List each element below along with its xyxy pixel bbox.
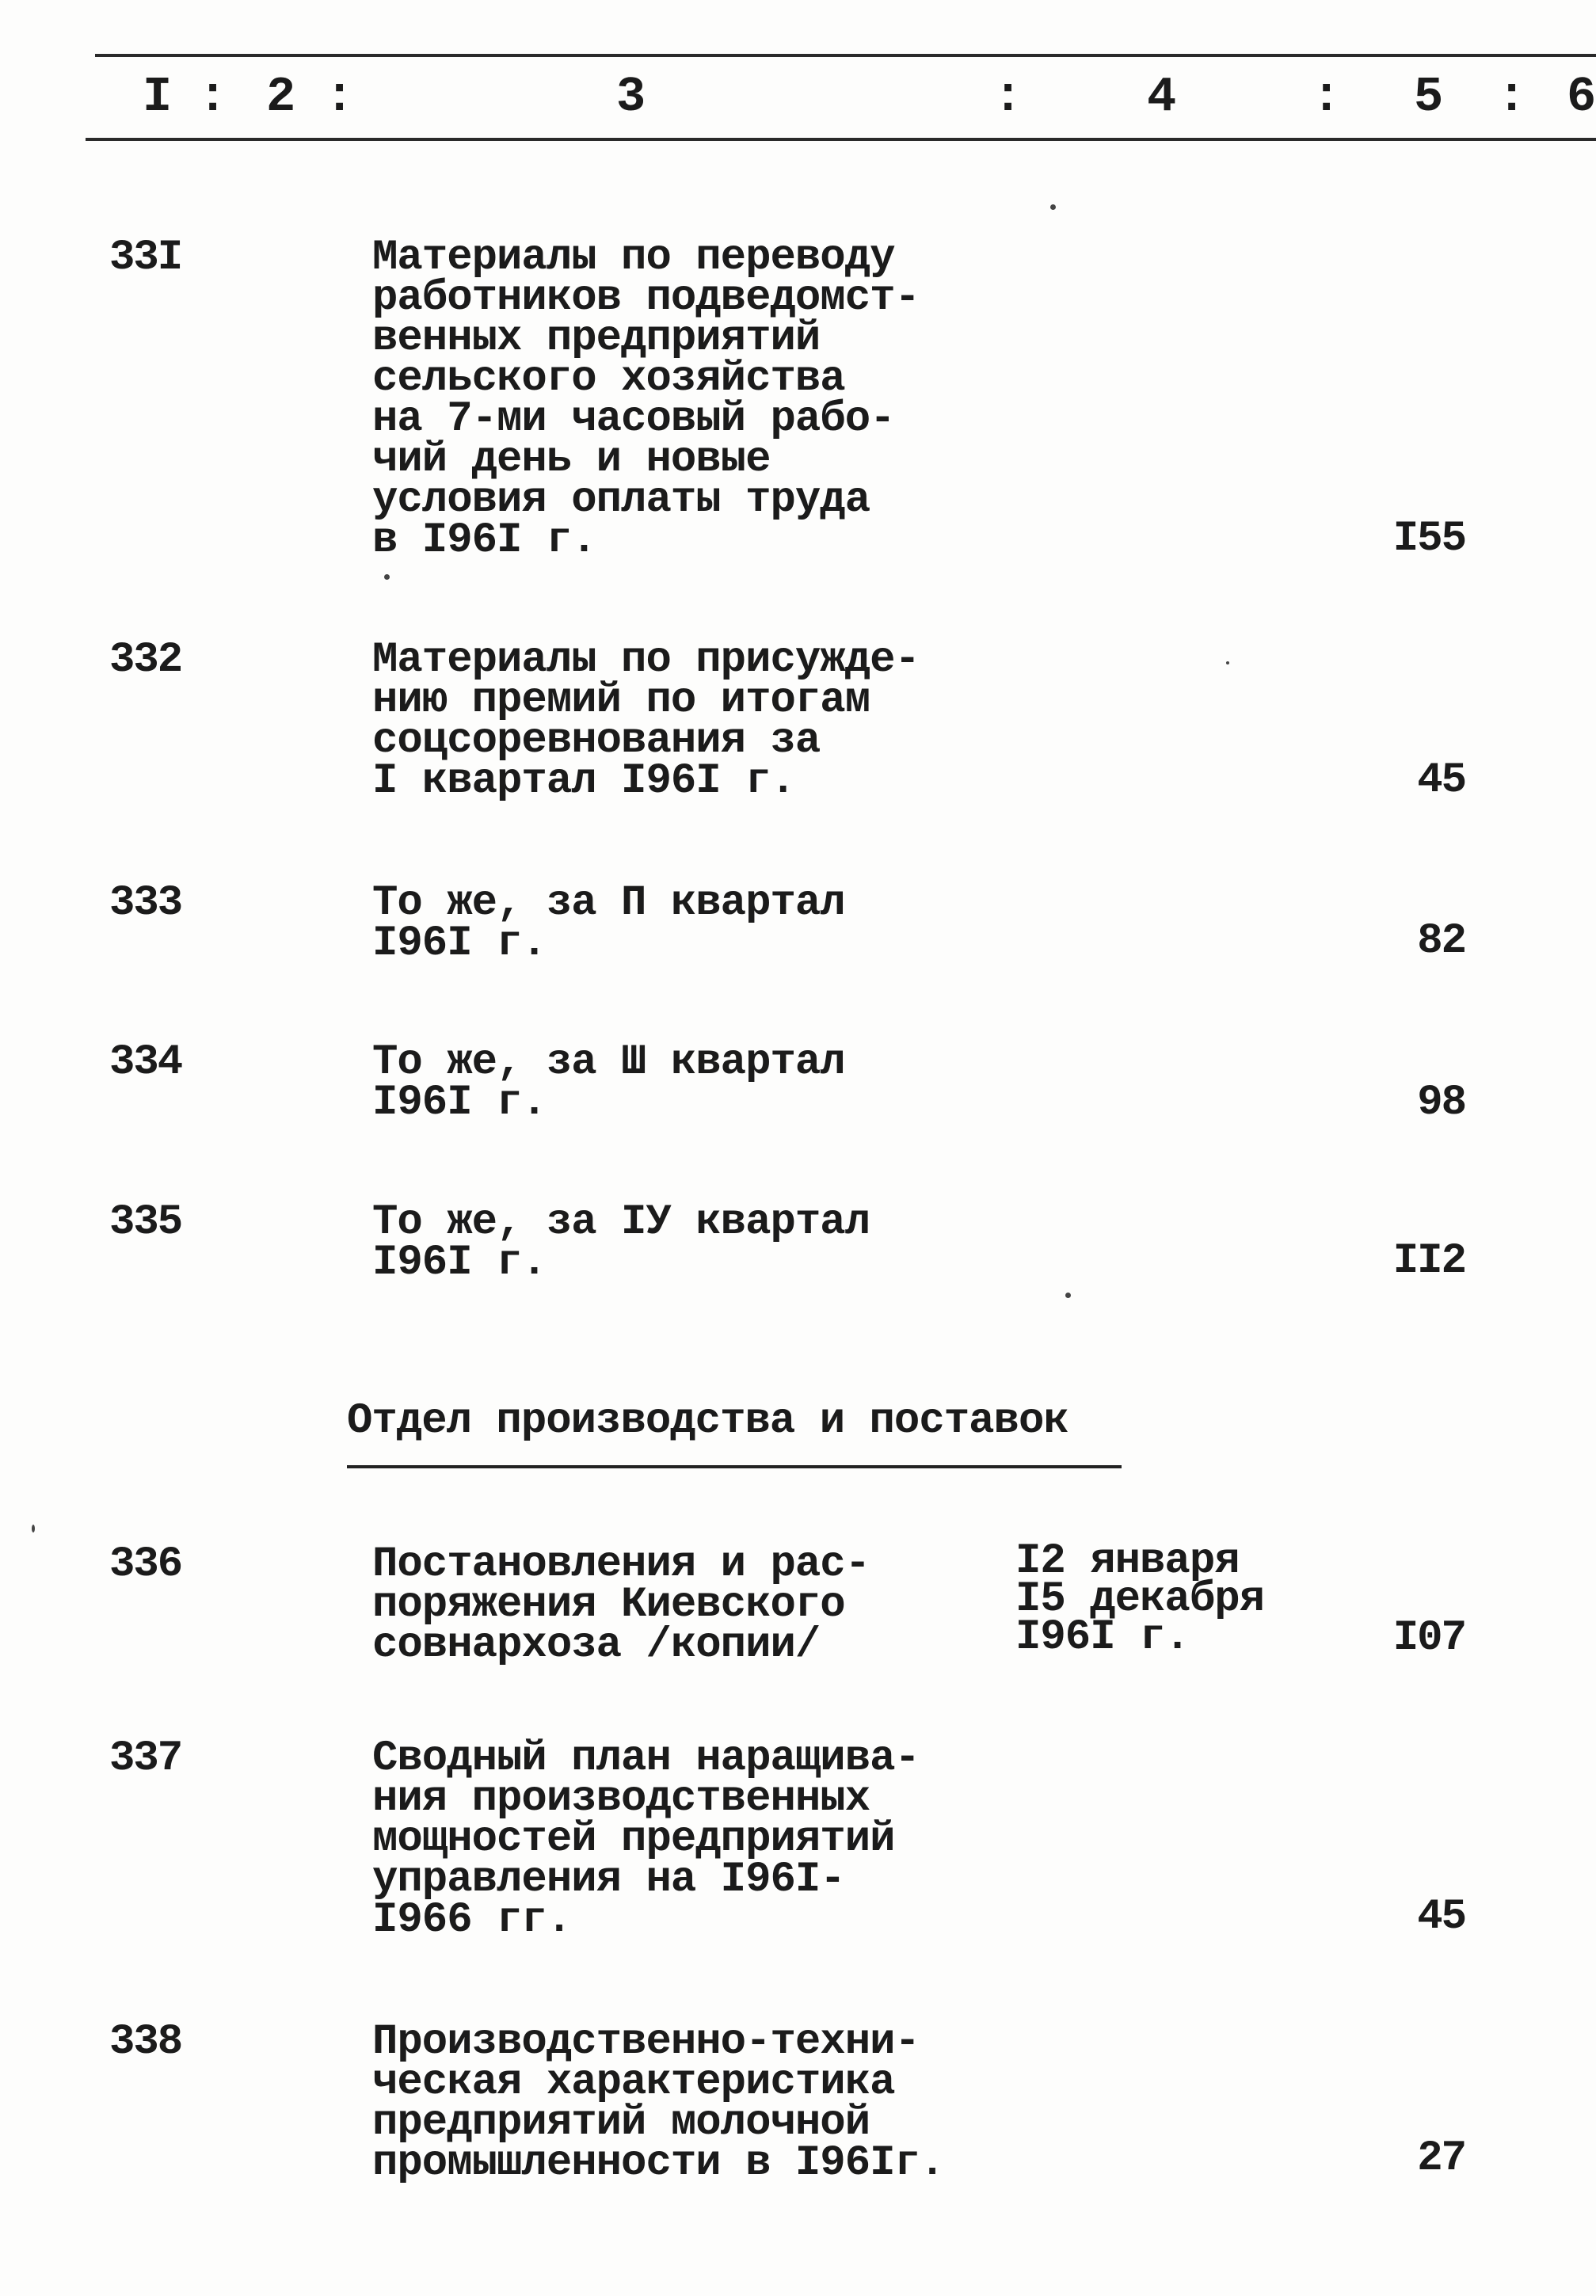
entry-sheets: 98 (1417, 1079, 1465, 1127)
scan-speck (384, 574, 390, 580)
section-underline (347, 1465, 1122, 1468)
entry-number: 333 (109, 879, 182, 927)
entry-sheets: II2 (1392, 1237, 1465, 1285)
scan-speck (1226, 661, 1229, 664)
entry-sheets: I07 (1392, 1614, 1465, 1662)
section-heading: Отдел производства и поставок (347, 1397, 1068, 1445)
entry-sheets: 45 (1417, 756, 1465, 805)
entry-title: То же, за Ш квартал I96I г. (372, 1038, 845, 1127)
header-col5: 5 (1414, 69, 1444, 125)
entry-title: Сводный план наращива- ния производственных мощностей предприятий управления на I96I- I966 гг. (372, 1734, 920, 1944)
entry-sheets: 45 (1417, 1893, 1465, 1941)
entry-number: 33I (109, 234, 182, 282)
scan-speck (32, 1525, 35, 1533)
header-top-rule (95, 54, 1596, 57)
entry-sheets: I55 (1392, 515, 1465, 563)
header-sep: : (993, 69, 1023, 125)
entry-dates: I2 января I5 декабря I96I г. (1015, 1537, 1265, 1662)
header-sep: : (1312, 69, 1342, 125)
header-col4: 4 (1147, 69, 1177, 125)
entry-number: 337 (109, 1734, 182, 1783)
header-col2: 2 (266, 69, 296, 125)
header-col3: 3 (616, 69, 646, 125)
entry-number: 336 (109, 1540, 182, 1589)
entry-title: То же, за П квартал I96I г. (372, 879, 845, 968)
entry-title: То же, за IУ квартал I96I г. (372, 1198, 870, 1287)
entry-title: Материалы по присужде- нию премий по итогам соцсоревнования за I квартал I96I г. (372, 636, 920, 805)
header-sep: : (198, 69, 228, 125)
entry-sheets: 27 (1417, 2134, 1465, 2183)
entry-title: Материалы по переводу работников подведомст- венных предприятий сельского хозяйства на 7-ми часовый рабо- чий день и новые условия оплаты труда в I96I г. (372, 234, 920, 565)
header-sep: : (325, 69, 355, 125)
entry-number: 338 (109, 2018, 182, 2066)
header-bottom-rule (86, 138, 1596, 141)
entry-number: 335 (109, 1198, 182, 1247)
entry-sheets: 82 (1417, 917, 1465, 965)
header-col1: I (143, 69, 173, 125)
entry-title: Производственно-техни- ческая характеристика предприятий молочной промышленности в I96Iг. (372, 2018, 945, 2187)
scan-speck (1065, 1293, 1071, 1298)
entry-title: Постановления и рас- поряжения Киевского совнархоза /копии/ (372, 1540, 870, 1670)
header-col6: 6 (1567, 69, 1596, 125)
header-sep: : (1497, 69, 1527, 125)
scan-speck (1050, 204, 1056, 210)
entry-number: 334 (109, 1038, 182, 1087)
entry-number: 332 (109, 636, 182, 684)
